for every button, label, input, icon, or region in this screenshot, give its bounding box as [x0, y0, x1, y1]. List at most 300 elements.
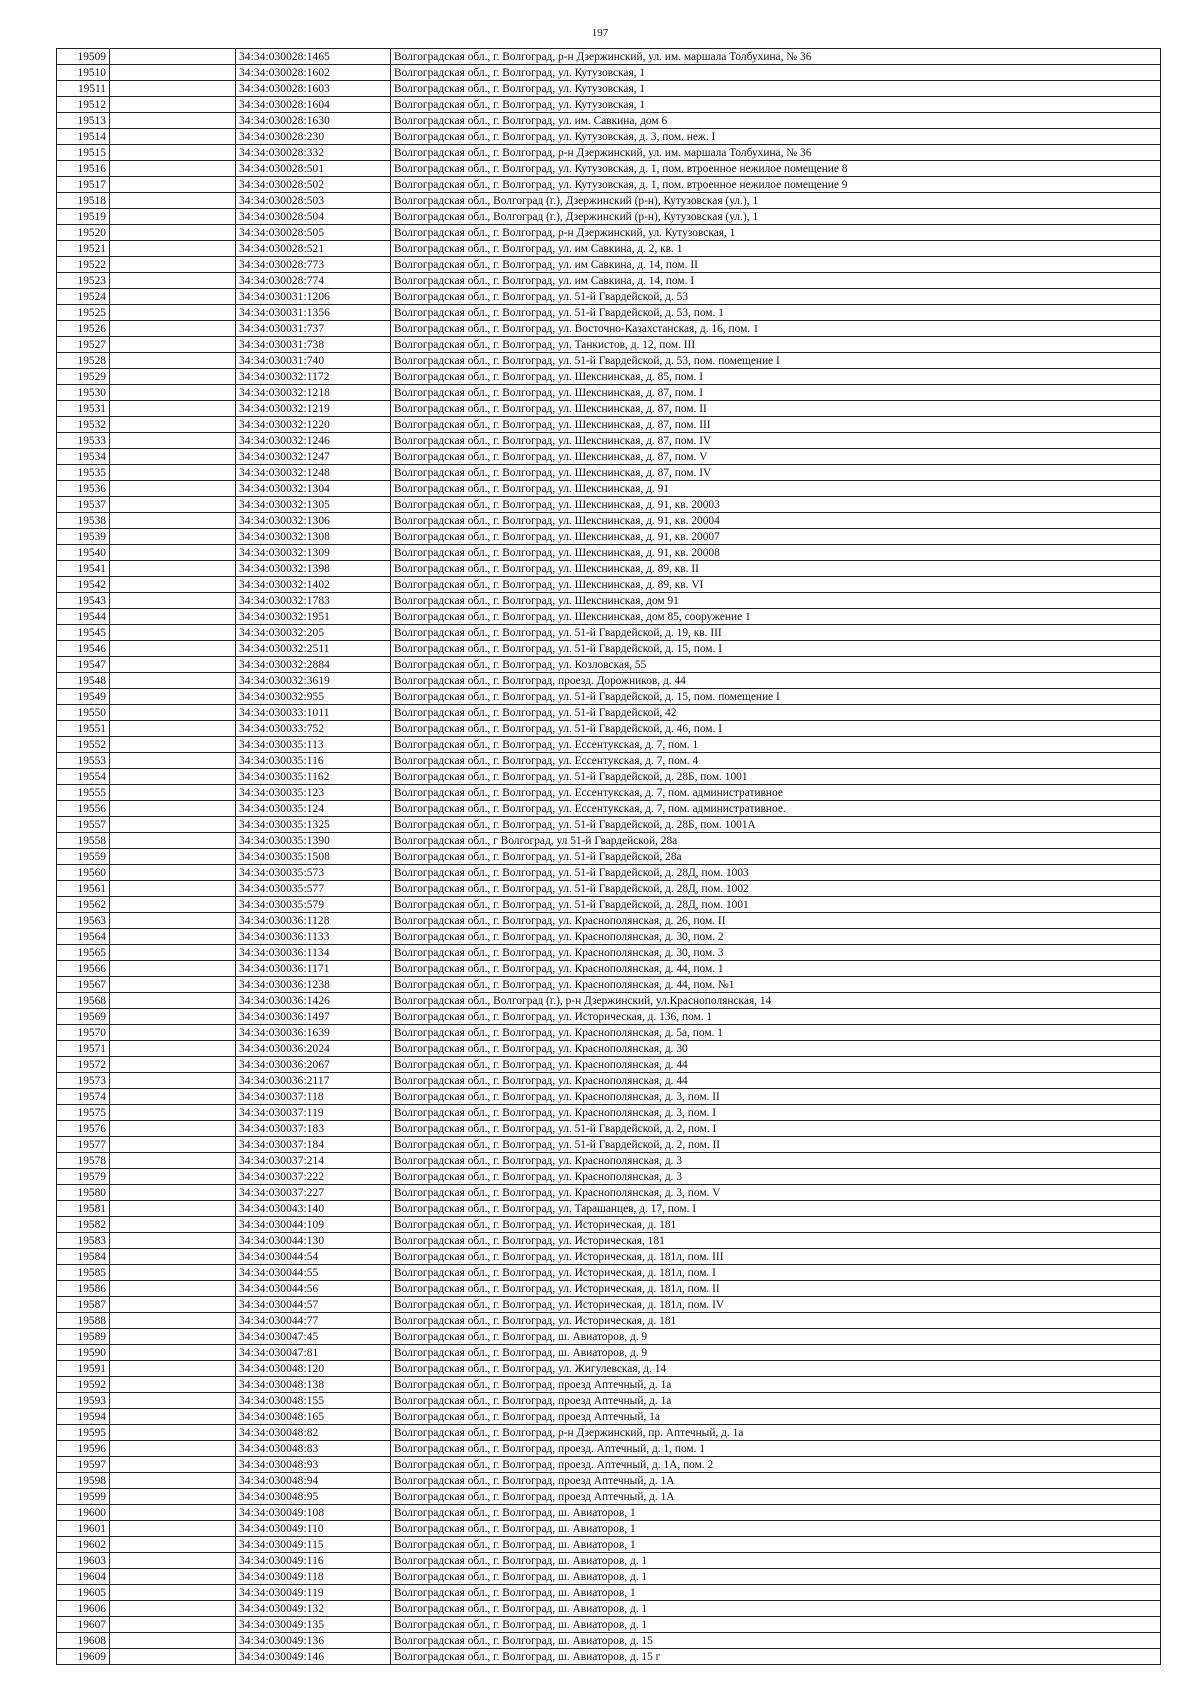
blank-cell [110, 849, 236, 865]
cadastral-number-cell: 34:34:030035:1508 [236, 849, 391, 865]
address-cell: Волгоградская обл., г. Волгоград, ул. Краснополянская, д. 44 [391, 1057, 1161, 1073]
address-cell: Волгоградская обл., г. Волгоград, ул. 51-й Гвардейской, д. 53, пом. помещение I [391, 353, 1161, 369]
blank-cell [110, 161, 236, 177]
cadastral-number-cell: 34:34:030035:577 [236, 881, 391, 897]
cadastral-number-cell: 34:34:030035:1325 [236, 817, 391, 833]
address-cell: Волгоградская обл., г. Волгоград, ул. Шекснинская, д. 87, пом. II [391, 401, 1161, 417]
address-cell: Волгоградская обл., г. Волгоград, ул. Шекснинская, д. 91, кв. 20004 [391, 513, 1161, 529]
row-number-cell: 19571 [57, 1041, 110, 1057]
row-number-cell: 19609 [57, 1649, 110, 1665]
blank-cell [110, 225, 236, 241]
address-cell: Волгоградская обл., г. Волгоград, ш. Авиаторов, д. 1 [391, 1569, 1161, 1585]
cadastral-number-cell: 34:34:030028:521 [236, 241, 391, 257]
blank-cell [110, 529, 236, 545]
address-cell: Волгоградская обл., г. Волгоград, ул. Краснополянская, д. 3, пом. V [391, 1185, 1161, 1201]
address-cell: Волгоградская обл., г. Волгоград, ул. Шекснинская, д. 85, пом. I [391, 369, 1161, 385]
row-number-cell: 19604 [57, 1569, 110, 1585]
address-cell: Волгоградская обл., г. Волгоград, ул. 51-й Гвардейской, 42 [391, 705, 1161, 721]
address-cell: Волгоградская обл., г. Волгоград, ул. Шекснинская, д. 87, пом. I [391, 385, 1161, 401]
table-row [57, 401, 1161, 417]
cadastral-number-cell: 34:34:030036:1133 [236, 929, 391, 945]
blank-cell [110, 385, 236, 401]
cadastral-number-cell: 34:34:030048:95 [236, 1489, 391, 1505]
cadastral-number-cell: 34:34:030036:2024 [236, 1041, 391, 1057]
row-number-cell: 19528 [57, 353, 110, 369]
address-cell: Волгоградская обл., г. Волгоград, ул. Ессентукская, д. 7, пом. административное. [391, 801, 1161, 817]
cadastral-number-cell: 34:34:030037:118 [236, 1089, 391, 1105]
cadastral-number-cell: 34:34:030035:573 [236, 865, 391, 881]
address-cell: Волгоградская обл., г. Волгоград, ул. Кутузовская, 1 [391, 65, 1161, 81]
blank-cell [110, 897, 236, 913]
address-cell: Волгоградская обл., г. Волгоград, ул. Краснополянская, д. 26, пом. II [391, 913, 1161, 929]
cadastral-number-cell: 34:34:030028:504 [236, 209, 391, 225]
cadastral-number-cell: 34:34:030032:955 [236, 689, 391, 705]
address-cell: Волгоградская обл., г. Волгоград, ш. Авиаторов, д. 9 [391, 1329, 1161, 1345]
row-number-cell: 19536 [57, 481, 110, 497]
address-cell: Волгоградская обл., г. Волгоград, проезд. Аптечный, д. 1, пом. 1 [391, 1441, 1161, 1457]
blank-cell [110, 1281, 236, 1297]
address-cell: Волгоградская обл., г. Волгоград, проезд Аптечный, д. 1А [391, 1473, 1161, 1489]
address-cell: Волгоградская обл., г. Волгоград, ул. 51-й Гвардейской, д. 28Б, пом. 1001 [391, 769, 1161, 785]
cadastral-number-cell: 34:34:030032:1308 [236, 529, 391, 545]
table-row [57, 1601, 1161, 1617]
table-row [57, 209, 1161, 225]
address-cell: Волгоградская обл., г. Волгоград, проезд Аптечный, д. 1а [391, 1377, 1161, 1393]
cadastral-number-cell: 34:34:030049:116 [236, 1553, 391, 1569]
table-row [57, 1393, 1161, 1409]
cadastral-number-cell: 34:34:030044:56 [236, 1281, 391, 1297]
row-number-cell: 19606 [57, 1601, 110, 1617]
row-number-cell: 19518 [57, 193, 110, 209]
address-cell: Волгоградская обл., Волгоград (г.), Дзержинский (р-н), Кутузовская (ул.), 1 [391, 193, 1161, 209]
address-cell: Волгоградская обл., г. Волгоград, р-н Дзержинский, пр. Аптечный, д. 1а [391, 1425, 1161, 1441]
row-number-cell: 19569 [57, 1009, 110, 1025]
table-row [57, 689, 1161, 705]
table-row [57, 497, 1161, 513]
cadastral-number-cell: 34:34:030032:1306 [236, 513, 391, 529]
address-cell: Волгоградская обл., г. Волгоград, р-н Дзержинский, ул. им. маршала Толбухина, № 36 [391, 49, 1161, 65]
row-number-cell: 19567 [57, 977, 110, 993]
blank-cell [110, 1553, 236, 1569]
table-row [57, 1409, 1161, 1425]
table-row [57, 1057, 1161, 1073]
row-number-cell: 19509 [57, 49, 110, 65]
blank-cell [110, 81, 236, 97]
blank-cell [110, 1137, 236, 1153]
cadastral-number-cell: 34:34:030032:2884 [236, 657, 391, 673]
blank-cell [110, 929, 236, 945]
cadastral-number-cell: 34:34:030033:1011 [236, 705, 391, 721]
address-cell: Волгоградская обл., г. Волгоград, ул. Историческая, 181 [391, 1233, 1161, 1249]
row-number-cell: 19598 [57, 1473, 110, 1489]
row-number-cell: 19568 [57, 993, 110, 1009]
blank-cell [110, 353, 236, 369]
cadastral-number-cell: 34:34:030037:183 [236, 1121, 391, 1137]
table-row [57, 945, 1161, 961]
cadastral-number-cell: 34:34:030028:1603 [236, 81, 391, 97]
table-row [57, 753, 1161, 769]
table-row [57, 257, 1161, 273]
row-number-cell: 19562 [57, 897, 110, 913]
blank-cell [110, 289, 236, 305]
blank-cell [110, 401, 236, 417]
table-row [57, 673, 1161, 689]
table-row [57, 1505, 1161, 1521]
row-number-cell: 19576 [57, 1121, 110, 1137]
address-cell: Волгоградская обл., г. Волгоград, ул. Краснополянская, д. 5а, пом. 1 [391, 1025, 1161, 1041]
blank-cell [110, 689, 236, 705]
blank-cell [110, 1185, 236, 1201]
cadastral-number-cell: 34:34:030035:1162 [236, 769, 391, 785]
blank-cell [110, 785, 236, 801]
address-cell: Волгоградская обл., г. Волгоград, р-н Дзержинский, ул. Кутузовская, 1 [391, 225, 1161, 241]
blank-cell [110, 49, 236, 65]
blank-cell [110, 609, 236, 625]
blank-cell [110, 113, 236, 129]
row-number-cell: 19577 [57, 1137, 110, 1153]
table-row [57, 1329, 1161, 1345]
row-number-cell: 19545 [57, 625, 110, 641]
cadastral-number-cell: 34:34:030032:1172 [236, 369, 391, 385]
cadastral-number-cell: 34:34:030028:502 [236, 177, 391, 193]
blank-cell [110, 1569, 236, 1585]
row-number-cell: 19547 [57, 657, 110, 673]
row-number-cell: 19560 [57, 865, 110, 881]
table-row [57, 625, 1161, 641]
cadastral-number-cell: 34:34:030028:773 [236, 257, 391, 273]
address-cell: Волгоградская обл., Волгоград (г.), р-н Дзержинский, ул.Краснополянская, 14 [391, 993, 1161, 1009]
address-cell: Волгоградская обл., г. Волгоград, ш. Авиаторов, д. 15 [391, 1633, 1161, 1649]
row-number-cell: 19549 [57, 689, 110, 705]
table-row [57, 993, 1161, 1009]
table-row [57, 1137, 1161, 1153]
table-row [57, 225, 1161, 241]
row-number-cell: 19579 [57, 1169, 110, 1185]
address-cell: Волгоградская обл., г. Волгоград, ул. Историческая, д. 136, пом. 1 [391, 1009, 1161, 1025]
row-number-cell: 19574 [57, 1089, 110, 1105]
table-row [57, 1585, 1161, 1601]
blank-cell [110, 657, 236, 673]
address-cell: Волгоградская обл., г. Волгоград, ул. им Савкина, д. 2, кв. 1 [391, 241, 1161, 257]
address-cell: Волгоградская обл., г. Волгоград, ул. Краснополянская, д. 3, пом. II [391, 1089, 1161, 1105]
table-row [57, 1425, 1161, 1441]
row-number-cell: 19553 [57, 753, 110, 769]
row-number-cell: 19527 [57, 337, 110, 353]
blank-cell [110, 833, 236, 849]
row-number-cell: 19524 [57, 289, 110, 305]
row-number-cell: 19597 [57, 1457, 110, 1473]
row-number-cell: 19552 [57, 737, 110, 753]
cadastral-number-cell: 34:34:030048:82 [236, 1425, 391, 1441]
address-cell: Волгоградская обл., г. Волгоград, ул. им. Савкина, дом 6 [391, 113, 1161, 129]
blank-cell [110, 1073, 236, 1089]
address-cell: Волгоградская обл., г. Волгоград, ул. Шекснинская, д. 91 [391, 481, 1161, 497]
cadastral-number-cell: 34:34:030047:81 [236, 1345, 391, 1361]
address-cell: Волгоградская обл., г. Волгоград, ул. Козловская, 55 [391, 657, 1161, 673]
row-number-cell: 19559 [57, 849, 110, 865]
row-number-cell: 19511 [57, 81, 110, 97]
address-cell: Волгоградская обл., г Волгоград, ул 51-й Гвардейской, 28а [391, 833, 1161, 849]
cadastral-number-cell: 34:34:030032:1248 [236, 465, 391, 481]
row-number-cell: 19588 [57, 1313, 110, 1329]
cadastral-number-cell: 34:34:030036:1639 [236, 1025, 391, 1041]
row-number-cell: 19542 [57, 577, 110, 593]
cadastral-number-cell: 34:34:030037:214 [236, 1153, 391, 1169]
table-row [57, 1553, 1161, 1569]
row-number-cell: 19531 [57, 401, 110, 417]
row-number-cell: 19584 [57, 1249, 110, 1265]
address-cell: Волгоградская обл., г. Волгоград, ул. 51-й Гвардейской, д. 2, пом. I [391, 1121, 1161, 1137]
address-cell: Волгоградская обл., г. Волгоград, ул. Кутузовская, 1 [391, 81, 1161, 97]
cadastral-number-cell: 34:34:030047:45 [236, 1329, 391, 1345]
address-cell: Волгоградская обл., г. Волгоград, ул. Шекснинская, д. 87, пом. IV [391, 465, 1161, 481]
table-row [57, 705, 1161, 721]
blank-cell [110, 1201, 236, 1217]
address-cell: Волгоградская обл., г. Волгоград, ул. 51-й Гвардейской, д. 53, пом. 1 [391, 305, 1161, 321]
table-row [57, 913, 1161, 929]
table-row [57, 1617, 1161, 1633]
table-row [57, 881, 1161, 897]
address-cell: Волгоградская обл., г. Волгоград, проезд Аптечный, д. 1А [391, 1489, 1161, 1505]
row-number-cell: 19539 [57, 529, 110, 545]
address-cell: Волгоградская обл., г. Волгоград, ул. 51-й Гвардейской, д. 28Д, пом. 1002 [391, 881, 1161, 897]
table-row [57, 1313, 1161, 1329]
blank-cell [110, 1473, 236, 1489]
row-number-cell: 19595 [57, 1425, 110, 1441]
cadastral-number-cell: 34:34:030048:83 [236, 1441, 391, 1457]
table-row [57, 161, 1161, 177]
blank-cell [110, 369, 236, 385]
table-row [57, 1361, 1161, 1377]
table-row [57, 737, 1161, 753]
address-cell: Волгоградская обл., г. Волгоград, ул. Краснополянская, д. 44, пом. 1 [391, 961, 1161, 977]
cadastral-number-cell: 34:34:030031:740 [236, 353, 391, 369]
address-cell: Волгоградская обл., г. Волгоград, ул. Ессентукская, д. 7, пом. 1 [391, 737, 1161, 753]
row-number-cell: 19583 [57, 1233, 110, 1249]
address-cell: Волгоградская обл., г. Волгоград, ул. Шекснинская, д. 91, кв. 20007 [391, 529, 1161, 545]
row-number-cell: 19601 [57, 1521, 110, 1537]
row-number-cell: 19550 [57, 705, 110, 721]
cadastral-number-cell: 34:34:030031:1356 [236, 305, 391, 321]
cadastral-number-cell: 34:34:030028:503 [236, 193, 391, 209]
blank-cell [110, 65, 236, 81]
table-row [57, 1569, 1161, 1585]
cadastral-number-cell: 34:34:030028:501 [236, 161, 391, 177]
table-row [57, 321, 1161, 337]
cadastral-number-cell: 34:34:030028:1604 [236, 97, 391, 113]
cadastral-number-cell: 34:34:030048:155 [236, 1393, 391, 1409]
cadastral-number-cell: 34:34:030032:1402 [236, 577, 391, 593]
cadastral-number-cell: 34:34:030035:124 [236, 801, 391, 817]
cadastral-number-cell: 34:34:030035:1390 [236, 833, 391, 849]
cadastral-number-cell: 34:34:030032:1304 [236, 481, 391, 497]
cadastral-number-cell: 34:34:030032:2511 [236, 641, 391, 657]
table-row [57, 1441, 1161, 1457]
table-row [57, 801, 1161, 817]
address-cell: Волгоградская обл., г. Волгоград, ул. 51-й Гвардейской, д. 28Б, пом. 1001А [391, 817, 1161, 833]
blank-cell [110, 1265, 236, 1281]
cadastral-number-cell: 34:34:030036:2117 [236, 1073, 391, 1089]
row-number-cell: 19599 [57, 1489, 110, 1505]
blank-cell [110, 1425, 236, 1441]
blank-cell [110, 1521, 236, 1537]
blank-cell [110, 1441, 236, 1457]
row-number-cell: 19514 [57, 129, 110, 145]
cadastral-number-cell: 34:34:030037:227 [236, 1185, 391, 1201]
blank-cell [110, 1313, 236, 1329]
table-row [57, 657, 1161, 673]
row-number-cell: 19605 [57, 1585, 110, 1601]
address-cell: Волгоградская обл., г. Волгоград, ш. Авиаторов, д. 1 [391, 1617, 1161, 1633]
cadastral-number-cell: 34:34:030036:1238 [236, 977, 391, 993]
address-cell: Волгоградская обл., г. Волгоград, ул. Кутузовская, д. 1, пом. втроенное нежилое помещение 8 [391, 161, 1161, 177]
table-row [57, 1041, 1161, 1057]
blank-cell [110, 1361, 236, 1377]
row-number-cell: 19512 [57, 97, 110, 113]
cadastral-number-cell: 34:34:030036:2067 [236, 1057, 391, 1073]
table-row [57, 1185, 1161, 1201]
address-cell: Волгоградская обл., г. Волгоград, ул. 51-й Гвардейской, 28а [391, 849, 1161, 865]
address-cell: Волгоградская обл., г. Волгоград, ул. Шекснинская, д. 87, пом. III [391, 417, 1161, 433]
blank-cell [110, 593, 236, 609]
cadastral-number-cell: 34:34:030049:146 [236, 1649, 391, 1665]
registry-table-body [57, 49, 1161, 1665]
cadastral-number-cell: 34:34:030044:54 [236, 1249, 391, 1265]
cadastral-number-cell: 34:34:030048:138 [236, 1377, 391, 1393]
address-cell: Волгоградская обл., г. Волгоград, ш. Авиаторов, д. 15 г [391, 1649, 1161, 1665]
table-row [57, 1265, 1161, 1281]
cadastral-number-cell: 34:34:030049:118 [236, 1569, 391, 1585]
row-number-cell: 19596 [57, 1441, 110, 1457]
address-cell: Волгоградская обл., г. Волгоград, ул. 51-й Гвардейской, д. 28Д, пом. 1001 [391, 897, 1161, 913]
cadastral-number-cell: 34:34:030032:1220 [236, 417, 391, 433]
address-cell: Волгоградская обл., г. Волгоград, ул. Историческая, д. 181л, пом. I [391, 1265, 1161, 1281]
address-cell: Волгоградская обл., г. Волгоград, ул. 51-й Гвардейской, д. 53 [391, 289, 1161, 305]
blank-cell [110, 129, 236, 145]
row-number-cell: 19565 [57, 945, 110, 961]
row-number-cell: 19580 [57, 1185, 110, 1201]
address-cell: Волгоградская обл., г. Волгоград, ул. им Савкина, д. 14, пом. II [391, 257, 1161, 273]
address-cell: Волгоградская обл., г. Волгоград, ш. Авиаторов, 1 [391, 1585, 1161, 1601]
row-number-cell: 19525 [57, 305, 110, 321]
table-row [57, 609, 1161, 625]
row-number-cell: 19555 [57, 785, 110, 801]
address-cell: Волгоградская обл., г. Волгоград, ул. Краснополянская, д. 30, пом. 3 [391, 945, 1161, 961]
cadastral-number-cell: 34:34:030036:1128 [236, 913, 391, 929]
row-number-cell: 19523 [57, 273, 110, 289]
row-number-cell: 19591 [57, 1361, 110, 1377]
cadastral-number-cell: 34:34:030028:1465 [236, 49, 391, 65]
row-number-cell: 19521 [57, 241, 110, 257]
blank-cell [110, 1329, 236, 1345]
blank-cell [110, 209, 236, 225]
address-cell: Волгоградская обл., г. Волгоград, ул. Ессентукская, д. 7, пом. 4 [391, 753, 1161, 769]
cadastral-number-cell: 34:34:030036:1497 [236, 1009, 391, 1025]
cadastral-number-cell: 34:34:030035:116 [236, 753, 391, 769]
table-row [57, 1649, 1161, 1665]
table-row [57, 833, 1161, 849]
blank-cell [110, 1233, 236, 1249]
address-cell: Волгоградская обл., г. Волгоград, ул. Кутузовская, д. 3, пом. неж. I [391, 129, 1161, 145]
row-number-cell: 19516 [57, 161, 110, 177]
row-number-cell: 19564 [57, 929, 110, 945]
address-cell: Волгоградская обл., г. Волгоград, ул. Танкистов, д. 12, пом. III [391, 337, 1161, 353]
row-number-cell: 19575 [57, 1105, 110, 1121]
table-row [57, 1521, 1161, 1537]
blank-cell [110, 1217, 236, 1233]
table-row [57, 433, 1161, 449]
row-number-cell: 19522 [57, 257, 110, 273]
table-row [57, 1233, 1161, 1249]
blank-cell [110, 625, 236, 641]
table-row [57, 145, 1161, 161]
cadastral-number-cell: 34:34:030032:1247 [236, 449, 391, 465]
table-row [57, 417, 1161, 433]
table-row [57, 865, 1161, 881]
row-number-cell: 19526 [57, 321, 110, 337]
blank-cell [110, 193, 236, 209]
blank-cell [110, 993, 236, 1009]
table-row [57, 1249, 1161, 1265]
blank-cell [110, 945, 236, 961]
table-row [57, 481, 1161, 497]
table-row [57, 177, 1161, 193]
blank-cell [110, 1041, 236, 1057]
row-number-cell: 19566 [57, 961, 110, 977]
blank-cell [110, 737, 236, 753]
address-cell: Волгоградская обл., г. Волгоград, проезд Аптечный, 1а [391, 1409, 1161, 1425]
row-number-cell: 19586 [57, 1281, 110, 1297]
cadastral-number-cell: 34:34:030048:94 [236, 1473, 391, 1489]
cadastral-number-cell: 34:34:030049:119 [236, 1585, 391, 1601]
table-row [57, 1201, 1161, 1217]
blank-cell [110, 1105, 236, 1121]
blank-cell [110, 481, 236, 497]
blank-cell [110, 241, 236, 257]
cadastral-number-cell: 34:34:030048:120 [236, 1361, 391, 1377]
table-row [57, 385, 1161, 401]
address-cell: Волгоградская обл., г. Волгоград, ул. Ессентукская, д. 7, пом. административное [391, 785, 1161, 801]
cadastral-number-cell: 34:34:030049:136 [236, 1633, 391, 1649]
blank-cell [110, 753, 236, 769]
row-number-cell: 19557 [57, 817, 110, 833]
table-row [57, 1281, 1161, 1297]
blank-cell [110, 321, 236, 337]
cadastral-number-cell: 34:34:030032:1783 [236, 593, 391, 609]
table-row [57, 193, 1161, 209]
blank-cell [110, 1617, 236, 1633]
blank-cell [110, 673, 236, 689]
table-row [57, 1153, 1161, 1169]
address-cell: Волгоградская обл., г. Волгоград, ул. Шекснинская, д. 91, кв. 20008 [391, 545, 1161, 561]
table-row [57, 1169, 1161, 1185]
blank-cell [110, 977, 236, 993]
blank-cell [110, 705, 236, 721]
table-row [57, 305, 1161, 321]
blank-cell [110, 1249, 236, 1265]
table-row [57, 529, 1161, 545]
table-row [57, 449, 1161, 465]
table-row [57, 897, 1161, 913]
row-number-cell: 19535 [57, 465, 110, 481]
address-cell: Волгоградская обл., г. Волгоград, ул. им Савкина, д. 14, пом. I [391, 273, 1161, 289]
row-number-cell: 19572 [57, 1057, 110, 1073]
blank-cell [110, 1025, 236, 1041]
row-number-cell: 19593 [57, 1393, 110, 1409]
cadastral-number-cell: 34:34:030049:110 [236, 1521, 391, 1537]
row-number-cell: 19600 [57, 1505, 110, 1521]
blank-cell [110, 961, 236, 977]
